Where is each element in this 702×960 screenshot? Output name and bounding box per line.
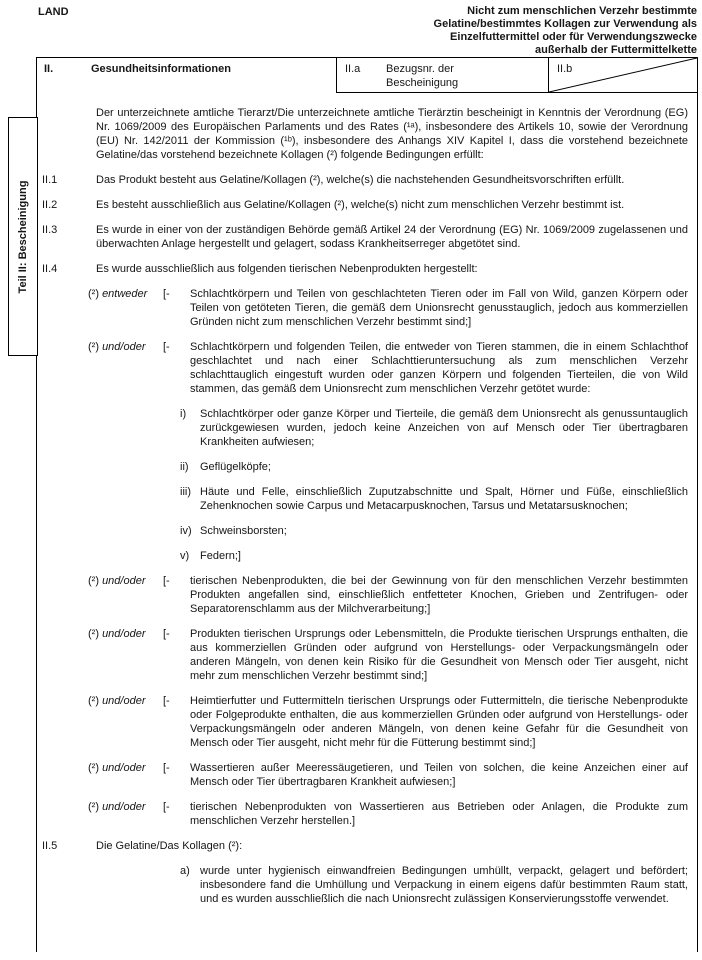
- subitem-text: Schlachtkörper oder ganze Körper und Tierteile, die gemäß dem Unionsrecht als genussuntauglich zurückgewiesen wurden, jedoch keine Anzeichen von auf Mensch oder Tier übertragbaren Krankheiten aufwiesen;: [200, 408, 688, 448]
- option-bracket: [-: [163, 801, 170, 813]
- option-conjunction: und/oder: [102, 695, 146, 707]
- subitem-row-ii: [180, 460, 688, 474]
- section-text: Es wurde ausschließlich aus folgenden tierischen Nebenprodukten hergestellt:: [96, 263, 478, 275]
- option-marker: [88, 800, 163, 828]
- option-row-undoder-5: [88, 761, 688, 789]
- subitem-row-iv: [180, 524, 688, 538]
- header-cell-iib: [548, 58, 697, 93]
- option-conjunction: und/oder: [102, 628, 146, 640]
- option-conjunction: und/oder: [102, 762, 146, 774]
- title-line-3: Einzelfuttermittel oder für Verwendungszwecke: [450, 31, 697, 43]
- option-text: tierischen Nebenprodukten, die bei der Gewinnung von für den menschlichen Verzehr bestimmten Produkten angefallen sind, einschließlich entfetteter Knochen, Grieben und Zentrifugen- oder Separatorenschlamm aus der Milchverarbeitung;]: [190, 575, 688, 615]
- subitem-row-v: [180, 549, 688, 563]
- subitem-row-i: [180, 407, 688, 449]
- header-number-iia: II.a: [345, 63, 361, 75]
- footnote-ref: (²): [88, 801, 99, 813]
- option-bracket: [-: [163, 695, 170, 707]
- land-label: LAND: [38, 6, 69, 18]
- option-text: Schlachtkörpern und folgenden Teilen, die entweder von Tieren stammen, die in einem Schlachthof geschlachtet und nach einer Schlachttieruntersuchung als zum menschlichen Verzehr schlachttauglich eingestuft wurden oder ganzen Körpern und folgenden Tierteilen, die von Wild stammen, das gemäß dem Unionsrecht zum menschlichen Verzehr getötet wurde:: [190, 341, 688, 395]
- subitem-text: Federn;]: [200, 550, 241, 562]
- option-conjunction: entweder: [102, 288, 148, 300]
- header-label-health-info: Gesundheitsinformationen: [91, 63, 231, 75]
- subitem-number: iv): [180, 525, 192, 537]
- item-text: wurde unter hygienisch einwandfreien Bedingungen umhüllt, verpackt, gelagert und befördert; insbesondere fand die Umhüllung und Verpackung in einem eigens dafür bestimmten Raum statt, und es wurden ausschließlich die nach Unionsrecht zulässigen Konservierungsstoffe verwendet.: [200, 865, 688, 905]
- header-cell-health-info: [37, 58, 336, 93]
- option-marker: [88, 574, 163, 616]
- section-text: Es besteht ausschließlich aus Gelatine/Kollagen (²), welche(s) nicht zum menschlichen Verzehr bestimmt ist.: [96, 199, 625, 211]
- option-row-entweder: [88, 287, 688, 329]
- subitem-number: iii): [180, 486, 191, 498]
- section-number: II.1: [42, 174, 58, 186]
- section-row-ii4: [37, 262, 697, 276]
- option-row-undoder-4: [88, 694, 688, 750]
- option-text: Produkten tierischen Ursprungs oder Lebensmitteln, die Produkte tierischen Ursprungs enthalten, die aus kommerziellen Gründen oder aufgrund von Herstellungs- oder Verpackungsmängeln oder anderen Mängeln, von denen kein Risiko für die Gesundheit von Mensch oder Tier ausgeht, nicht mehr zum menschlichen Verzehr bestimmt sind;]: [190, 628, 688, 682]
- title-line-4: außerhalb der Futtermittelkette: [535, 44, 697, 56]
- section-number: II.2: [42, 199, 58, 211]
- section-number: II.4: [42, 263, 58, 275]
- part-ii-tab-label: Teil II: Bescheinigung: [17, 180, 29, 293]
- page-header: [38, 5, 697, 57]
- section-text: Das Produkt besteht aus Gelatine/Kollagen (²), welche(s) die nachstehenden Gesundheitsvorschriften erfüllt.: [96, 174, 625, 186]
- option-marker: [88, 694, 163, 750]
- option-row-undoder-6: [88, 800, 688, 828]
- subitem-number: v): [180, 550, 190, 562]
- footnote-ref: (²): [88, 695, 99, 707]
- part-ii-tab: [8, 117, 38, 356]
- option-conjunction: und/oder: [102, 341, 146, 353]
- section-text: Es wurde in einer von der zuständigen Behörde gemäß Artikel 24 der Verordnung (EG) Nr. 1069/2009 zugelassenen und überwachten Anlage hergestellt und gelagert, sodass Krankheitserreger abgetötet sind.: [96, 224, 688, 250]
- title-line-2: Gelatine/bestimmtes Kollagen zur Verwendung als: [433, 18, 697, 30]
- header-label-reference-number: Bezugsnr. der Bescheinigung: [386, 63, 459, 89]
- section-row-ii5: [37, 839, 697, 853]
- subitem-text: Geflügelköpfe;: [200, 461, 271, 473]
- option-conjunction: und/oder: [102, 801, 146, 813]
- certificate-body: [37, 106, 697, 906]
- header-number-ii: II.: [44, 63, 54, 75]
- option-bracket: [-: [163, 288, 170, 300]
- option-conjunction: und/oder: [102, 575, 146, 587]
- option-text: Heimtierfutter und Futtermitteln tierischen Ursprungs oder Futtermitteln, die tierische Nebenprodukte oder Folgeprodukte enthalten, die aus kommerziellen Gründen oder aufgrund von Herstellungs- oder Verpackungsmängeln oder anderen Mängeln, von denen keine Gefahr für die Gesundheit von Mensch oder Tier ausgeht, nicht mehr für die Fütterung bestimmt sind;]: [190, 695, 688, 749]
- certificate-table: [36, 57, 698, 952]
- subitem-number: ii): [180, 461, 189, 473]
- footnote-ref: (²): [88, 762, 99, 774]
- footnote-ref: (²): [88, 575, 99, 587]
- option-marker: [88, 627, 163, 683]
- option-row-undoder-2: [88, 574, 688, 616]
- subitem-row-iii: [180, 485, 688, 513]
- footnote-ref: (²): [88, 288, 99, 300]
- section-row-ii3: [37, 223, 697, 251]
- section-number: II.3: [42, 224, 58, 236]
- section-row-ii2: [37, 198, 697, 212]
- option-text: Schlachtkörpern und Teilen von geschlachteten Tieren oder im Fall von Wild, ganzen Körpern oder Teilen von getöteten Tieren, die gemäß dem Unionsrecht genusstauglich, jedoch aus kommerziellen Gründen nicht zum menschlichen Verzehr bestimmt sind;]: [190, 288, 688, 328]
- document-title: [434, 5, 697, 57]
- option-bracket: [-: [163, 575, 170, 587]
- option-bracket: [-: [163, 762, 170, 774]
- section-row-ii1: [37, 173, 697, 187]
- option-text: Wassertieren außer Meeressäugetieren, und Teilen von solchen, die keine Anzeichen einer auf Mensch oder Tier übertragbaren Krankheit aufwiesen;]: [190, 762, 688, 788]
- option-text: tierischen Nebenprodukten von Wassertieren aus Betrieben oder Anlagen, die Produkte zum menschlichen Verzehr herstellen.]: [190, 801, 688, 827]
- header-number-iib: II.b: [557, 63, 573, 75]
- footnote-ref: (²): [88, 628, 99, 640]
- option-row-undoder-3: [88, 627, 688, 683]
- diagonal-strikethrough-line: [549, 58, 697, 92]
- item-letter: a): [180, 865, 190, 877]
- option-marker: [88, 761, 163, 789]
- subitem-number: i): [180, 408, 187, 420]
- footnote-ref: (²): [88, 341, 99, 353]
- option-marker: [88, 287, 163, 329]
- subitem-text: Schweinsborsten;: [200, 525, 287, 537]
- section-number: II.5: [42, 840, 58, 852]
- table-header-row: [37, 58, 697, 93]
- option-bracket: [-: [163, 628, 170, 640]
- option-bracket: [-: [163, 341, 170, 353]
- option-row-undoder-1: [88, 340, 688, 396]
- item-row-a: [180, 864, 688, 906]
- header-cell-reference-number: [336, 58, 548, 93]
- option-marker: [88, 340, 163, 396]
- intro-paragraph: Der unterzeichnete amtliche Tierarzt/Die unterzeichnete amtliche Tierärztin bescheinigt in Kenntnis der Verordnung (EG) Nr. 1069/2009 des Europäischen Parlaments und des Rates (¹ᵃ), insbesondere des Artikels 10, sowie der Verordnung (EU) Nr. 142/2011 der Kommission (¹ᵇ), insbesondere des Anhangs XIV Kapitel I, dass die vorstehend bezeichnete Gelatine/das vorstehend bezeichnete Kollagen (²) folgende Bedingungen erfüllt:: [96, 107, 688, 161]
- subitem-text: Häute und Felle, einschließlich Zuputzabschnitte und Spalt, Hörner und Füße, einschließlich Zehenknochen sowie Carpus und Metacarpusknochen, Tarsus und Metatarsusknochen;: [200, 486, 688, 512]
- section-text: Die Gelatine/Das Kollagen (²):: [96, 840, 243, 852]
- title-line-1: Nicht zum menschlichen Verzehr bestimmte: [467, 5, 697, 17]
